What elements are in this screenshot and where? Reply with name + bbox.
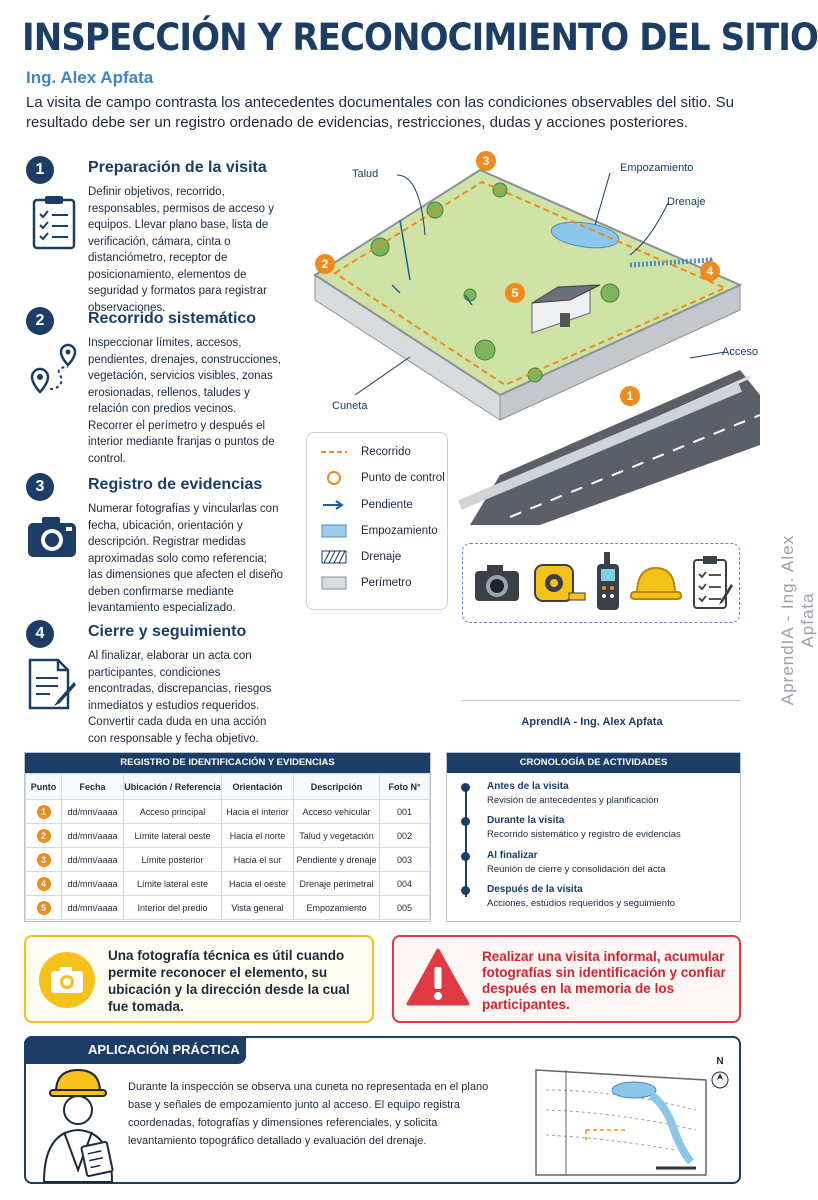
timeline-item: Durante la visita Recorrido sistemático y registro de evidencias xyxy=(487,815,681,840)
table-cell: Límite posterior xyxy=(124,848,222,872)
column-header: Descripción xyxy=(294,774,380,800)
circle-icon xyxy=(321,471,347,485)
vertical-watermark: AprendIA - Ing. Alex Apfata xyxy=(778,534,817,706)
table-row xyxy=(26,896,430,920)
table-cell: dd/mm/aaaa xyxy=(62,872,124,896)
table-cell: dd/mm/aaaa xyxy=(62,824,124,848)
table-cell: 001 xyxy=(380,800,430,824)
svg-text:4: 4 xyxy=(706,264,714,278)
table-cell: dd/mm/aaaa xyxy=(62,896,124,920)
practical-application-box xyxy=(24,1036,741,1184)
timeline-item: Al finalizar Reunión de cierre y consolidación del acta xyxy=(487,850,666,875)
table-cell: dd/mm/aaaa xyxy=(62,848,124,872)
route-pin-icon xyxy=(28,341,80,397)
camera-icon xyxy=(38,951,96,1009)
column-header: Foto N° xyxy=(380,774,430,800)
label-cuneta: Cuneta xyxy=(332,400,368,412)
signature: AprendIA - Ing. Alex Apfata xyxy=(521,716,663,728)
timeline-dot xyxy=(461,817,470,826)
step-body: Al finalizar, elaborar un acta con participantes, condiciones encontradas, discrepancias, riesgos inmediatos y estudios requeridos. Convertir cada duda en una acción con responsable y fecha objetivo. xyxy=(88,650,272,745)
step-body: Definir objetivos, recorrido, responsables, permisos de acceso y equipos. Llevar plano base, lista de verificación, cámara, cinta o distanciómetro, receptor de posicionamiento, elementos de seguridad y formatos para registrar observaciones. xyxy=(88,186,275,314)
intro-text: La visita de campo contrasta los antecedentes documentales con las condiciones observables del sitio. Su resultado debe ser un registro ordenado de evidencias, restricciones, dudas y acciones posteriores. xyxy=(26,94,734,131)
worker-icon xyxy=(34,1060,126,1182)
timeline-line xyxy=(465,785,467,897)
good-practice-box xyxy=(24,935,374,1023)
gps-receiver-icon xyxy=(593,552,623,614)
step-number: 1 xyxy=(26,156,54,184)
control-point-3 xyxy=(476,151,496,171)
checklist-icon xyxy=(691,554,733,612)
water-swatch-icon xyxy=(321,524,347,538)
step-title: Recorrido sistemático xyxy=(88,310,257,327)
table-cell: Hacia el norte xyxy=(222,824,294,848)
timeline-dot xyxy=(461,852,470,861)
column-header: Fecha xyxy=(62,774,124,800)
column-header: Ubicación / Referencia xyxy=(124,774,222,800)
clipboard-icon xyxy=(28,194,80,250)
wall-swatch-icon xyxy=(321,576,347,590)
good-practice-text: Una fotografía técnica es útil cuando permite reconocer el elemento, su ubicación y la dirección desde la cual fue tomada. xyxy=(108,948,350,1014)
legend-item: Empozamiento xyxy=(321,524,438,538)
legend-item: Pendiente xyxy=(321,498,413,512)
table-row xyxy=(26,824,430,848)
control-point-1 xyxy=(620,386,640,406)
north-label: N xyxy=(716,1056,724,1067)
timeline-item: Después de la visita Acciones, estudios requeridos y seguimiento xyxy=(487,884,675,909)
table-cell: Límite lateral este xyxy=(124,872,222,896)
control-point-2 xyxy=(315,254,335,274)
table-cell: Hacia el sur xyxy=(222,848,294,872)
arrow-icon xyxy=(321,498,347,512)
hard-hat-icon xyxy=(629,562,683,606)
table-cell: 003 xyxy=(380,848,430,872)
label-acceso: Acceso xyxy=(722,346,759,358)
table-cell: Drenaje perimetral xyxy=(294,872,380,896)
point-badge: 3 xyxy=(37,853,51,867)
step-body: Inspeccionar límites, accesos, pendientes, drenajes, construcciones, vegetación, servicios visibles, zonas erosionadas, rellenos, taludes y relación con predios vecinos. Recorrer el perímetro y después el interior mediante franjas o puntos de control. xyxy=(88,337,282,465)
table-cell: Límite lateral oeste xyxy=(124,824,222,848)
registro-table xyxy=(25,773,430,920)
practical-application-text: Durante la inspección se observa una cuneta no representada en el plano base y señales de empozamiento junto al acceso. El equipo registra coordenadas, fotografías y dimensiones referenciales, y solicita levantamiento topográfico detallado y evaluación del drenaje. xyxy=(128,1081,489,1147)
table-cell: Pendiente y drenaje xyxy=(294,848,380,872)
legend-item: Perímetro xyxy=(321,576,412,590)
label-empozamiento: Empozamiento xyxy=(620,162,694,174)
svg-text:2: 2 xyxy=(321,257,329,271)
table-header-row xyxy=(26,774,430,800)
tools-panel xyxy=(462,543,740,623)
tape-measure-icon xyxy=(531,559,587,609)
column-header: Orientación xyxy=(222,774,294,800)
control-point-5 xyxy=(505,283,525,303)
table-cell: Hacia el oeste xyxy=(222,872,294,896)
control-point-4 xyxy=(700,261,720,281)
table-cell: Interior del predio xyxy=(124,896,222,920)
table-cell: Acceso principal xyxy=(124,800,222,824)
svg-text:5: 5 xyxy=(511,286,519,300)
cronologia-title: CRONOLOGÍA DE ACTIVIDADES xyxy=(447,753,740,773)
site-sketch-map xyxy=(526,1050,736,1180)
step-title: Registro de evidencias xyxy=(88,476,263,493)
table-row xyxy=(26,872,430,896)
registro-title: REGISTRO DE IDENTIFICACIÓN Y EVIDENCIAS xyxy=(25,753,430,773)
registro-panel xyxy=(24,752,431,922)
pond xyxy=(612,1082,656,1098)
camera-icon xyxy=(473,559,521,607)
point-badge: 1 xyxy=(37,805,51,819)
camera-icon xyxy=(26,509,78,565)
table-cell: Acceso vehicular xyxy=(294,800,380,824)
legend-item: Recorrido xyxy=(321,445,411,459)
table-cell: dd/mm/aaaa xyxy=(62,800,124,824)
cronologia-panel xyxy=(446,752,741,922)
column-header: Punto xyxy=(26,774,62,800)
point-badge: 2 xyxy=(37,829,51,843)
page-title: INSPECCIÓN Y RECONOCIMIENTO DEL SITIO xyxy=(22,16,818,59)
table-cell: Talud y vegetación xyxy=(294,824,380,848)
author: Ing. Alex Apfata xyxy=(26,68,154,87)
step-number: 3 xyxy=(26,473,54,501)
timeline-item: Antes de la visita Revisión de antecedentes y planificación xyxy=(487,781,659,806)
table-row xyxy=(26,800,430,824)
point-badge: 5 xyxy=(37,901,51,915)
point-badge: 4 xyxy=(37,877,51,891)
step-number: 2 xyxy=(26,307,54,335)
label-talud: Talud xyxy=(352,168,379,180)
svg-text:1: 1 xyxy=(626,389,634,403)
step-number: 4 xyxy=(26,620,54,648)
timeline-dot xyxy=(461,783,470,792)
document-pen-icon xyxy=(26,656,78,712)
legend-item: Drenaje xyxy=(321,550,401,564)
step-title: Preparación de la visita xyxy=(88,159,267,176)
table-cell: 004 xyxy=(380,872,430,896)
bad-practice-box xyxy=(392,935,741,1023)
signature-line xyxy=(462,700,740,701)
step-title: Cierre y seguimiento xyxy=(88,623,247,640)
step-body: Numerar fotografías y vincularlas con fecha, ubicación, orientación y descripción. Registrar medidas aproximadas solo como referencia; las dimensiones que afecten el diseño deben confirmarse mediante levantamiento especializado. xyxy=(88,503,283,614)
table-cell: Hacia el interior xyxy=(222,800,294,824)
table-cell: 005 xyxy=(380,896,430,920)
label-drenaje: Drenaje xyxy=(667,196,706,208)
practical-application-title: APLICACIÓN PRÁCTICA xyxy=(24,1036,246,1064)
table-cell: Empozamiento xyxy=(294,896,380,920)
timeline-dot xyxy=(461,886,470,895)
svg-text:3: 3 xyxy=(482,154,490,168)
warning-icon xyxy=(406,947,470,1009)
hatch-swatch-icon xyxy=(321,550,347,564)
table-cell: 002 xyxy=(380,824,430,848)
table-row xyxy=(26,848,430,872)
table-cell: Vista general xyxy=(222,896,294,920)
dashed-line-icon xyxy=(321,445,347,459)
diagram-legend xyxy=(306,432,448,610)
legend-item: Punto de control xyxy=(321,471,445,485)
bad-practice-text: Realizar una visita informal, acumular fotografías sin identificación y confiar después en la memoria de los participantes. xyxy=(482,949,726,1012)
